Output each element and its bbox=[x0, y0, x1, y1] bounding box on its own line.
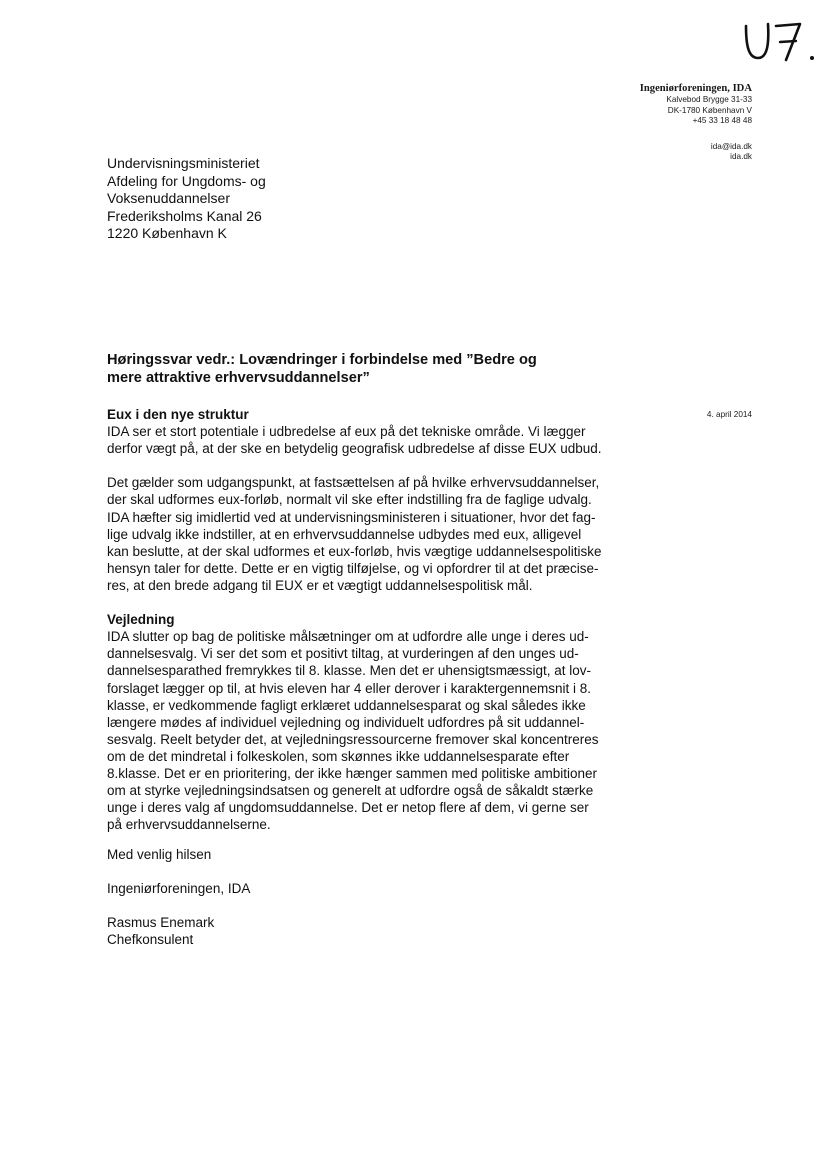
recipient-line: Frederiksholms Kanal 26 bbox=[107, 207, 262, 224]
sender-city: DK-1780 København V bbox=[667, 105, 752, 115]
recipient-line: Undervisningsministeriet bbox=[107, 155, 260, 171]
closing-greeting: Med venlig hilsen bbox=[107, 847, 212, 862]
text-line: Det gælder som udgangspunkt, at fastsættelsen af på hvilke erhvervsuddannelser, bbox=[107, 475, 600, 491]
text-line: lige udvalg ikke indstiller, at en erhvervsuddannelse udbydes med eux, alligevel bbox=[107, 526, 582, 542]
text-line: om at styrke vejledningsindsatsen og generelt at udfordre også de såkaldt stærke bbox=[107, 783, 594, 799]
section-heading-vejledning: Vejledning bbox=[107, 612, 175, 628]
text-line: dannelsesparathed fremrykkes til 8. klasse. Men det er uhensigtsmæssigt, at lov- bbox=[107, 663, 591, 679]
recipient-line: 1220 København K bbox=[107, 225, 227, 242]
text-line: unge i deres valg af ungdomsuddannelse. Det er netop flere af dem, vi gerne ser bbox=[107, 800, 589, 816]
sender-phone: +45 33 18 48 48 bbox=[692, 116, 752, 126]
sender-email: ida@ida.dk bbox=[710, 141, 752, 151]
paragraph-eux-1 bbox=[107, 423, 607, 457]
text-line: om de det mindretal i folkeskolen, som skønnes ikke uddannelsesparate efter bbox=[107, 748, 570, 764]
text-line: IDA ser et stort potentiale i udbredelse af eux på det tekniske område. Vi lægger bbox=[107, 424, 586, 440]
closing-org: Ingeniørforeningen, IDA bbox=[107, 881, 251, 896]
text-line: forslaget lægger op til, at hvis eleven har 4 eller derover i karaktergennemsnit i 8. bbox=[107, 680, 591, 696]
text-line: der skal udformes eux-forløb, normalt vil ske efter indstilling fra de faglige udvalg. bbox=[107, 492, 592, 508]
letter-body bbox=[107, 406, 607, 833]
text-line: IDA hæfter sig imidlertid ved at undervisningsministeren i situationer, hvor det fag- bbox=[107, 509, 596, 525]
text-line: derfor vægt på, at der ske en betydelig geografisk udbredelse af disse EUX udbud. bbox=[107, 441, 602, 457]
letter-date: 4. april 2014 bbox=[706, 410, 752, 419]
text-line: IDA slutter op bag de politiske målsætninger om at udfordre alle unge i deres ud- bbox=[107, 629, 589, 645]
signatory-title: Chefkonsulent bbox=[107, 932, 194, 947]
paragraph-eux-2 bbox=[107, 474, 607, 594]
sender-org: Ingeniørforeningen, IDA bbox=[639, 83, 752, 94]
recipient-line: Voksenuddannelser bbox=[107, 190, 230, 207]
paragraph-vejledning bbox=[107, 628, 607, 833]
text-line: klasse, er vedkommende fagligt erklæret uddannelsesparat og skal således ikke bbox=[107, 697, 586, 713]
text-line: 8.klasse. Det er en prioritering, der ikke hænger sammen med politiske ambitioner bbox=[107, 765, 597, 781]
section-heading-eux: Eux i den nye struktur bbox=[107, 407, 249, 422]
text-line: kan beslutte, at der skal udformes et eux-forløb, hvis vægtige uddannelsespolitiske bbox=[107, 543, 602, 559]
text-line: hensyn taler for dette. Dette er en vigtig tilføjelse, og vi opfordrer til at det præcise- bbox=[107, 560, 599, 576]
recipient-line: Afdeling for Ungdoms- og bbox=[107, 172, 266, 189]
text-line: på erhvervsuddannelserne. bbox=[107, 817, 271, 833]
sender-web: ida.dk bbox=[730, 152, 752, 162]
recipient-address bbox=[107, 155, 266, 243]
sender-block bbox=[640, 82, 752, 163]
text-line: længere mødes af individuel vejledning og individuelt udfordres på sit uddannel- bbox=[107, 714, 585, 730]
text-line: sesvalg. Reelt betyder det, at vejledningsressourcerne fremover skal koncentreres bbox=[107, 731, 599, 747]
subject-line-1: Høringssvar vedr.: Lovændringer i forbindelse med ”Bedre og bbox=[107, 352, 537, 368]
text-line: dannelsesvalg. Vi ser det som et positivt tiltag, at vurderingen af den unges ud- bbox=[107, 646, 579, 662]
signatory-name: Rasmus Enemark bbox=[107, 915, 215, 930]
text-line: res, at den brede adgang til EUX er et vægtigt uddannelsespolitisk mål. bbox=[107, 577, 533, 593]
handwritten-stamp-drawing bbox=[742, 14, 820, 66]
letter-subject bbox=[107, 352, 577, 387]
sender-street: Kalvebod Brygge 31-33 bbox=[666, 95, 752, 104]
subject-line-2: mere attraktive erhvervsuddannelser” bbox=[107, 369, 370, 386]
handwritten-stamp bbox=[742, 14, 820, 66]
